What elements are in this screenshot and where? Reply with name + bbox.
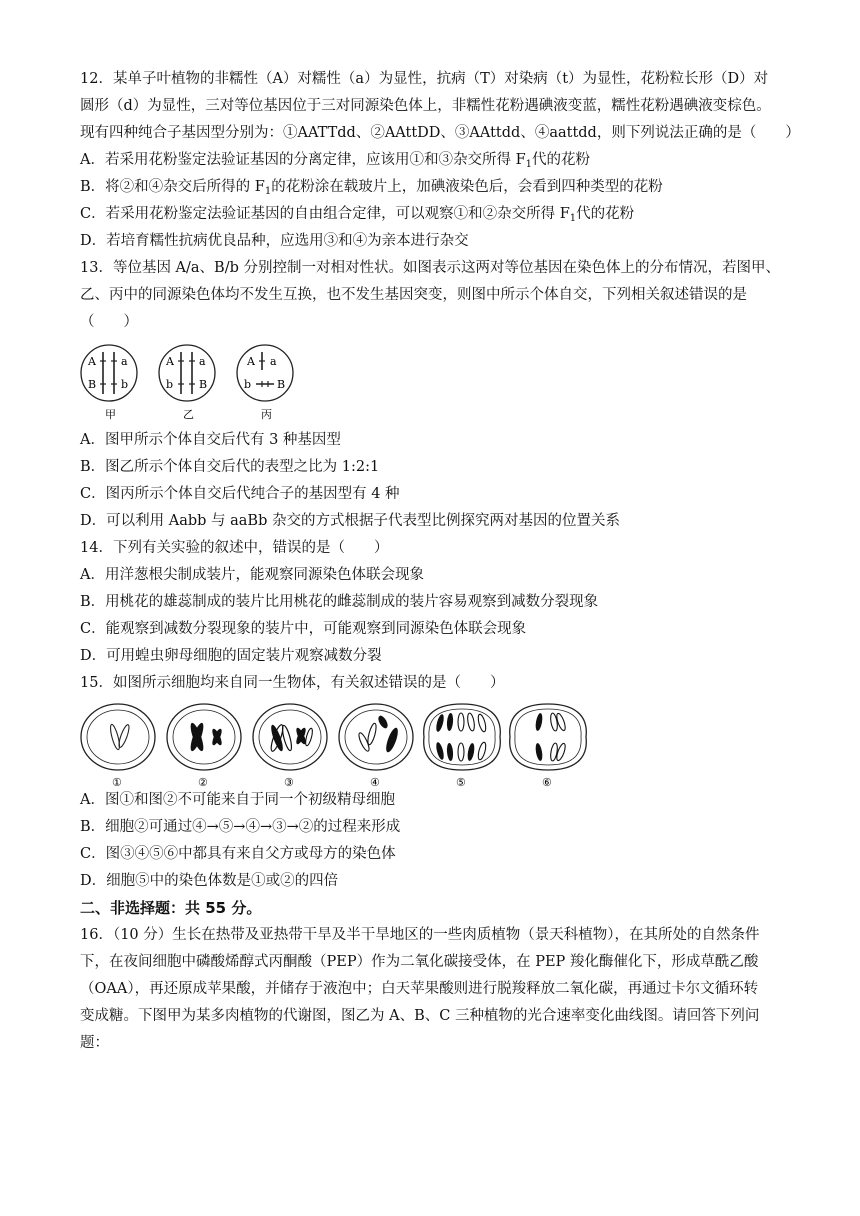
figure-label-6: ⑥ bbox=[542, 776, 552, 789]
gene-label: A bbox=[247, 355, 255, 368]
cell-bing bbox=[237, 345, 293, 401]
q13-stem-line-3: （ ） bbox=[80, 314, 138, 330]
gene-label: A bbox=[88, 355, 96, 368]
q15-option-c: C．图③④⑤⑥中都具有来自父方或母方的染色体 bbox=[80, 846, 396, 862]
figure-label-3: ③ bbox=[284, 776, 294, 789]
gene-label: B bbox=[199, 378, 208, 391]
q15-stem: 15．如图所示细胞均来自同一生物体，有关叙述错误的是（ ） bbox=[80, 675, 505, 691]
q14-stem: 14．下列有关实验的叙述中，错误的是（ ） bbox=[80, 540, 389, 556]
q12-option-a-tail: 代的花粉 bbox=[532, 152, 591, 168]
cell-jia bbox=[81, 345, 137, 401]
q15-option-b: B．细胞②可通过④→⑤→④→③→②的过程来形成 bbox=[80, 819, 401, 835]
q12-option-c-tail: 代的花粉 bbox=[576, 206, 635, 222]
q16-line-5: 题： bbox=[80, 1035, 109, 1051]
gene-label: a bbox=[199, 355, 206, 368]
q12-stem-line-3: 现有四种纯合子基因型分别为：①AATTdd、②AAttDD、③AAttdd、④aattdd，则下列说法正确的是（ ） bbox=[80, 125, 800, 141]
q16-line-1: 16．（10 分）生长在热带及亚热带干旱及半干旱地区的一些肉质植物（景天科植物），在其所处的自然条件 bbox=[80, 927, 760, 943]
gene-label: A bbox=[166, 355, 174, 368]
q15-option-a: A．图①和图②不可能来自于同一个初级精母细胞 bbox=[80, 792, 395, 808]
q12-option-b-sub: 1 bbox=[264, 186, 272, 197]
q12-option-c bbox=[80, 204, 800, 224]
cell-4 bbox=[339, 704, 413, 770]
q14-option-a: A．用洋葱根尖制成装片，能观察同源染色体联会现象 bbox=[80, 567, 424, 583]
q12-option-d: D．若培育糯性抗病优良品种，应选用③和④为亲本进行杂交 bbox=[80, 233, 469, 249]
figure-label-1: ① bbox=[112, 776, 122, 789]
q12-stem-line-2: 圆形（d）为显性，三对等位基因位于三对同源染色体上，非糯性花粉遇碘液变蓝，糯性花粉遇碘液变棕色。 bbox=[80, 98, 771, 114]
q13-option-c: C．图丙所示个体自交后代纯合子的基因型有 4 种 bbox=[80, 486, 400, 502]
figure-label-bing: 丙 bbox=[261, 408, 272, 421]
q13-option-a: A．图甲所示个体自交后代有 3 种基因型 bbox=[80, 432, 341, 448]
section-heading: 二、非选择题：共 55 分。 bbox=[80, 899, 262, 917]
cell-1 bbox=[81, 704, 155, 770]
cell-yi bbox=[159, 345, 215, 401]
cell-5 bbox=[424, 704, 501, 770]
q12-option-a-text: A．若采用花粉鉴定法验证基因的分离定律，应该用①和③杂交所得 F bbox=[80, 152, 526, 168]
gene-label: a bbox=[121, 355, 128, 368]
figure-label-2: ② bbox=[198, 776, 208, 789]
q13-option-b: B．图乙所示个体自交后代的表型之比为 1:2:1 bbox=[80, 459, 380, 475]
figure-label-yi: 乙 bbox=[183, 408, 194, 421]
figure-label-jia: 甲 bbox=[105, 408, 116, 421]
gene-label: B bbox=[277, 378, 286, 391]
q16-line-2: 下，在夜间细胞中磷酸烯醇式丙酮酸（PEP）作为二氧化碳接受体，在 PEP 羧化酶催化下，形成草酰乙酸 bbox=[80, 954, 759, 970]
q15-option-d: D．细胞⑤中的染色体数是①或②的四倍 bbox=[80, 873, 339, 889]
q14-option-c: C．能观察到减数分裂现象的装片中，可能观察到同源染色体联会现象 bbox=[80, 621, 527, 637]
q12-option-c-text: C．若采用花粉鉴定法验证基因的自由组合定律，可以观察①和②杂交所得 F bbox=[80, 206, 570, 222]
q13-option-d: D．可以利用 Aabb 与 aaBb 杂交的方式根据子代表型比例探究两对基因的位置关系 bbox=[80, 513, 620, 529]
q14-option-d: D．可用蝗虫卵母细胞的固定装片观察减数分裂 bbox=[80, 648, 382, 664]
gene-label: a bbox=[270, 355, 277, 368]
q12-option-a-sub: 1 bbox=[525, 159, 533, 170]
q13-stem-line-2: 乙、丙中的同源染色体均不发生互换，也不发生基因突变，则图中所示个体自交，下列相关叙述错误的是 bbox=[80, 287, 747, 303]
gene-label: B bbox=[88, 378, 97, 391]
q15-cell-division-figure bbox=[78, 700, 598, 790]
q12-option-b-tail: 的花粉涂在载玻片上，加碘液染色后，会看到四种类型的花粉 bbox=[271, 179, 663, 195]
cell-6 bbox=[510, 704, 587, 770]
q12-option-b bbox=[80, 177, 800, 197]
cell-2 bbox=[167, 704, 241, 770]
q16-line-3: （OAA），再还原成苹果酸，并储存于液泡中；白天苹果酸则进行脱羧释放二氧化碳，再通过卡尔文循环转 bbox=[80, 981, 759, 997]
q12-option-c-sub: 1 bbox=[569, 213, 577, 224]
q13-chromosome-figure bbox=[78, 342, 298, 422]
q12-stem-line-1: 12．某单子叶植物的非糯性（A）对糯性（a）为显性，抗病（T）对染病（t）为显性，花粉粒长形（D）对 bbox=[80, 71, 769, 87]
q16-line-4: 变成糖。下图甲为某多肉植物的代谢图，图乙为 A、B、C 三种植物的光合速率变化曲线图。请回答下列问 bbox=[80, 1008, 760, 1024]
figure-label-5: ⑤ bbox=[456, 776, 466, 789]
gene-label: b bbox=[166, 378, 174, 391]
q12-option-b-text: B．将②和④杂交后所得的 F bbox=[80, 179, 265, 195]
q13-stem-line-1: 13．等位基因 A/a、B/b 分别控制一对相对性状。如图表示这两对等位基因在染色体上的分布情况，若图甲、 bbox=[80, 260, 780, 276]
gene-label: b bbox=[244, 378, 252, 391]
cell-3 bbox=[253, 704, 327, 770]
q14-option-b: B．用桃花的雄蕊制成的装片比用桃花的雌蕊制成的装片容易观察到减数分裂现象 bbox=[80, 594, 599, 610]
gene-label: b bbox=[121, 378, 129, 391]
q12-option-a bbox=[80, 150, 800, 170]
figure-label-4: ④ bbox=[370, 776, 380, 789]
